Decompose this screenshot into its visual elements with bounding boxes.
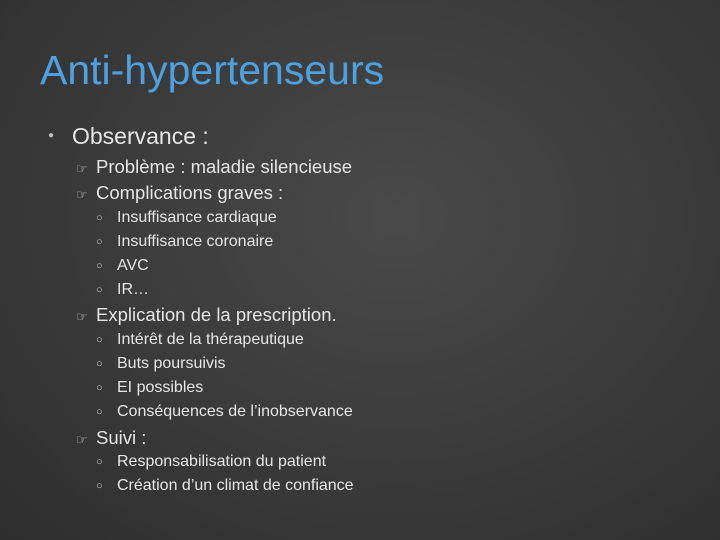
list-item <box>96 450 326 475</box>
hand-pointer-icon: ☞ <box>76 309 88 324</box>
list-item <box>96 278 149 303</box>
list-item-text: Intérêt de la thérapeutique <box>117 331 304 348</box>
hollow-circle-icon: ○ <box>96 358 103 370</box>
hollow-circle-icon: ○ <box>96 456 103 468</box>
list-item-text: AVC <box>117 257 149 274</box>
sub-bullet-text: Suivi : <box>96 427 147 448</box>
hollow-circle-icon: ○ <box>96 382 103 394</box>
list-item <box>96 328 304 353</box>
hand-pointer-icon: ☞ <box>76 161 88 176</box>
list-item-text: Insuffisance coronaire <box>117 233 274 250</box>
list-item <box>96 254 149 279</box>
list-item-text: Création d’un climat de confiance <box>117 477 354 494</box>
sub-bullet-complications <box>76 181 283 207</box>
sub-bullet-text: Problème : maladie silencieuse <box>96 156 353 177</box>
sub-bullet-text: Explication de la prescription. <box>96 304 337 325</box>
hollow-circle-icon: ○ <box>96 480 103 492</box>
list-item <box>96 474 354 499</box>
list-item <box>96 230 273 255</box>
hand-pointer-icon: ☞ <box>76 187 88 202</box>
list-item <box>96 206 277 231</box>
list-item <box>96 400 353 425</box>
hollow-circle-icon: ○ <box>96 284 103 296</box>
sub-bullet-suivi <box>76 426 146 452</box>
list-item <box>96 376 203 401</box>
sub-bullet-probleme <box>76 155 352 181</box>
hollow-circle-icon: ○ <box>96 334 103 346</box>
hollow-circle-icon: ○ <box>96 236 103 248</box>
bullet-text: Observance : <box>72 123 209 149</box>
hand-pointer-icon: ☞ <box>76 432 88 447</box>
hollow-circle-icon: ○ <box>96 406 103 418</box>
list-item-text: Responsabilisation du patient <box>117 453 327 470</box>
sub-bullet-explication <box>76 303 337 329</box>
list-item-text: IR… <box>117 281 149 298</box>
list-item-text: Conséquences de l’inobservance <box>117 403 353 420</box>
hollow-circle-icon: ○ <box>96 212 103 224</box>
sub-bullet-text: Complications graves : <box>96 182 284 203</box>
slide-title: Anti-hypertenseurs <box>40 47 385 93</box>
list-item-text: EI possibles <box>117 379 204 396</box>
hollow-circle-icon: ○ <box>96 260 103 272</box>
list-item-text: Buts poursuivis <box>117 355 226 372</box>
bullet-observance <box>48 121 209 153</box>
list-item-text: Insuffisance cardiaque <box>117 209 277 226</box>
small-dot-icon: ● <box>48 129 55 141</box>
list-item <box>96 352 226 377</box>
